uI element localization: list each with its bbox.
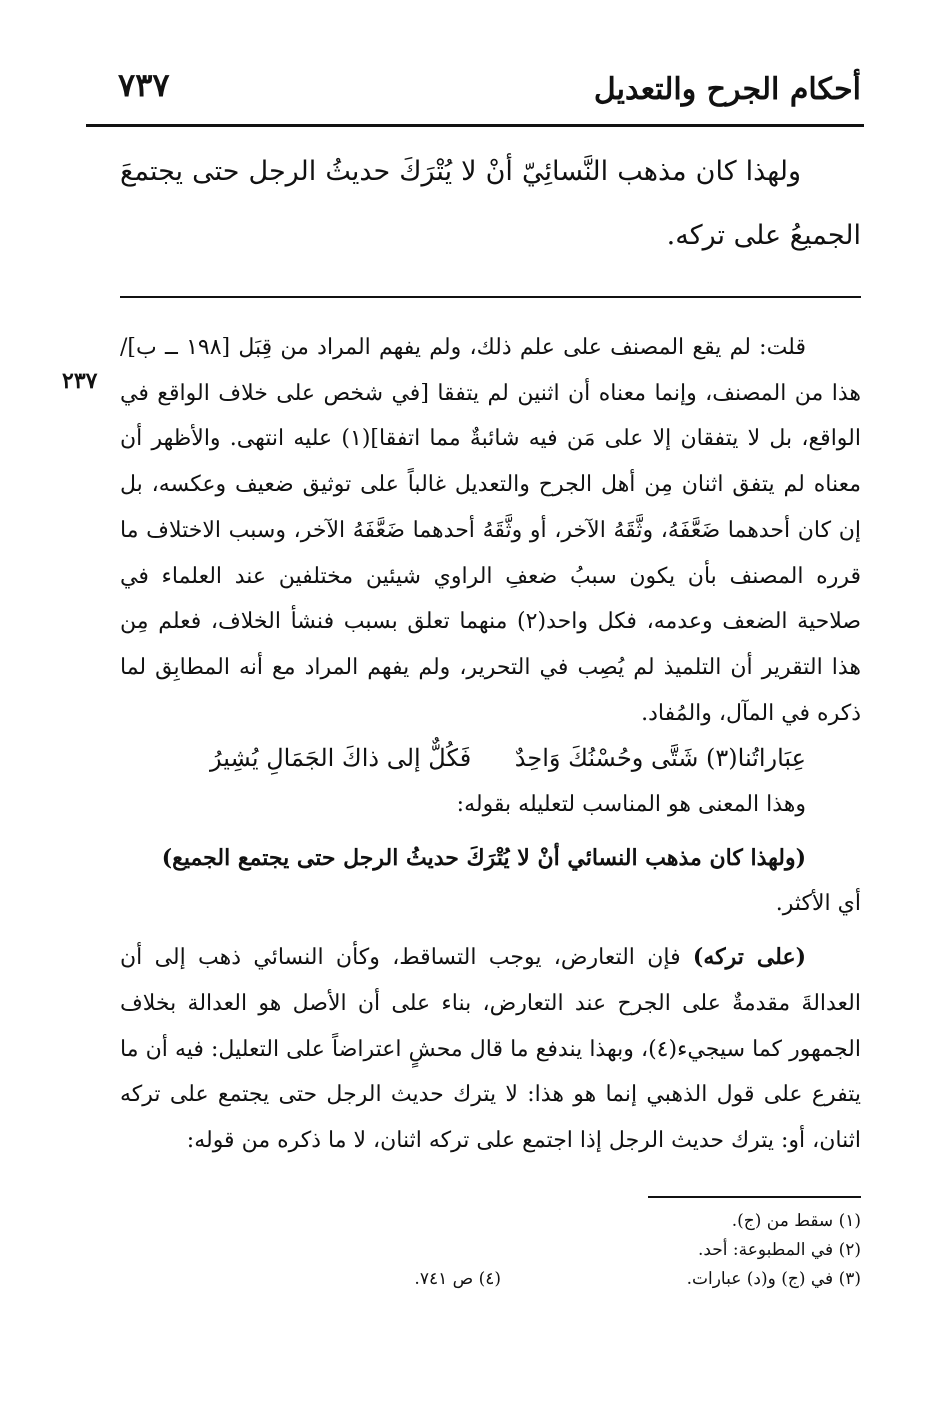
footnotes <box>121 1207 861 1294</box>
section-separator <box>120 296 861 298</box>
main-text <box>120 140 861 268</box>
commentary-paragraph-1: قلت: لم يقع المصنف على علم ذلك، ولم يفهم المراد من قِبَل [١٩٨ ــ ب]/ هذا من المصنف، وإنما معناه أن اثنين لم يتفقا [في شخص على خلاف الواقع في الواقع، بل لا يتفقان إلا على مَن فيه شائبةٌ مما اتفقا](١) عليه انتهى. والأظهر أن معناه لم يتفق اثنان مِن أهل الجرح والتعديل غالباً على توثيق ضعيف وعكسه، بل إن كان أحدهما ضَعَّفَهُ، وثَّقَهُ الآخر، أو وثَّقَهُ أحدهما ضَعَّفَهُ الآخر، وسبب الاختلاف ما قرره المصنف بأن يكون سببُ ضعفِ الراوي شيئين مختلفين عند العلماء في صلاحية الضعف وعدمه، فكل واحد(٢) منهما تعلق بسبب فنشأ الخلاف، فعلم مِن هذا التقرير أن التلميذ لم يُصِب في التحرير، ولم يفهم المراد مع أنه المطابِق لما ذكره في المآل، والمُفاد. <box>120 335 862 726</box>
page-number: ٧٣٧ <box>118 66 170 104</box>
footnote-1: (١) سقط من (ج). <box>731 1211 861 1231</box>
quoted-text: (ولهذا كان مذهب النسائي أنْ لا يُتْرَكَ حديثُ الرجل حتى يجتمع الجميع) <box>161 844 806 871</box>
footnote-rule <box>648 1196 861 1198</box>
commentary-paragraph-2: وهذا المعنى هو المناسب لتعليله بقوله: <box>456 792 806 818</box>
quoted-phrase: (على تركه) <box>692 944 806 971</box>
commentary-paragraph-4 <box>120 935 861 1164</box>
margin-folio-number: ٢٣٧ <box>62 368 98 394</box>
running-header-title: أحكام الجرح والتعديل <box>593 72 861 107</box>
main-paragraph: ولهذا كان مذهب النَّسائِيّ أنْ لا يُتْرَكَ حديثُ الرجل حتى يجتمعَ الجميعُ على تركه. <box>120 156 861 251</box>
commentary <box>120 325 861 1164</box>
verse-line <box>120 736 861 782</box>
footnote-3: (٣) في (ج) و(د) عبارات. <box>686 1269 861 1289</box>
verse-hemistich-left: فَكُلٌّ إلى ذاكَ الجَمَالِ يُشِيرُ <box>210 744 472 773</box>
header-rule <box>86 124 864 127</box>
commentary-paragraph-4-text: فإن التعارض، يوجب التساقط، وكأن النسائي ذهب إلى أن العدالةَ مقدمةٌ على الجرح عند التعارض، بناء على أن الأصل هو العدالة بخلاف الجمهور كما سيجيء(٤)، وبهذا يندفع ما قال محشٍ اعتراضاً على التعليل: فيه أن ما يتفرع على قول الذهبي إنما هو هذا: لا يترك حديث الرجل حتى يجتمع على تركه اثنان، أو: يترك حديث الرجل إذا اجتمع على تركه اثنان، لا ما ذكره من قوله: <box>120 945 861 1153</box>
footnote-4: (٤) ص ٧٤١. <box>414 1269 501 1289</box>
verse-hemistich-right: عِبَاراتُنا(٣) شَتَّى وحُسْنُكَ وَاحِدٌ <box>514 744 806 773</box>
footnote-2: (٢) في المطبوعة: أحد. <box>697 1240 861 1260</box>
quoted-text-tail: أي الأكثر. <box>775 891 861 917</box>
